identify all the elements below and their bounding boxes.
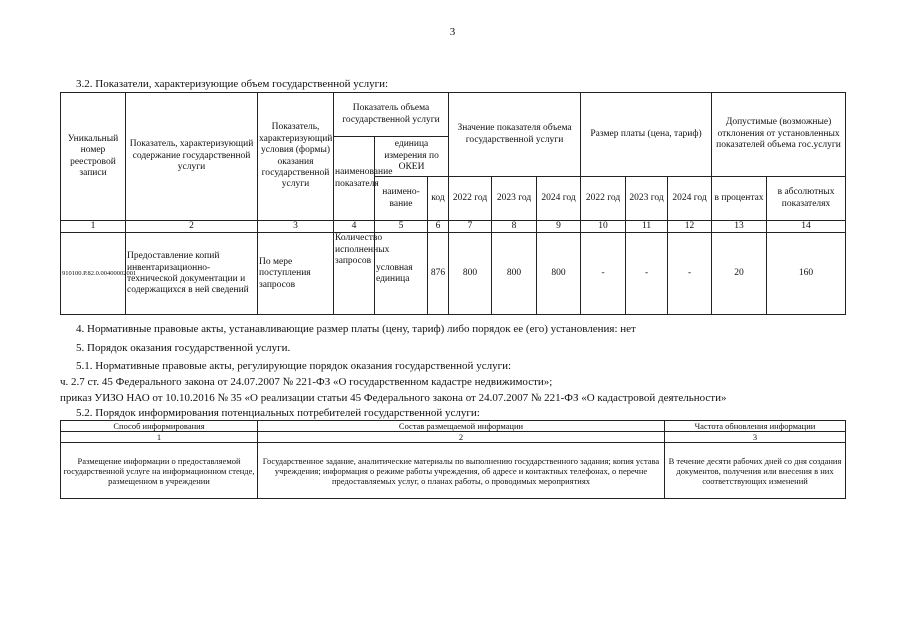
indicator-name: Количество исполненных запросов: [334, 233, 375, 315]
info-content: Государственное задание, аналитические материалы по выполнению государственного задания; копия устава учреждения; информация о режиме работы учреждения, об адресе и контактных телефонах, о перечне предоставляемых услуг, о планах работы, о проводимых мероприятиях: [258, 443, 665, 499]
column-number: 2: [126, 221, 258, 233]
header-conditions-indicator: Показатель, характеризующий условия (формы) оказания государственной услуги: [258, 93, 334, 221]
paragraph-5-2: 5.2. Порядок информирования потенциальных потребителей государственной услуги:: [76, 407, 480, 419]
volume-indicators-table: [60, 92, 846, 315]
header-indicator-name: наименование показателя: [334, 137, 375, 221]
deviation-absolute: 160: [767, 233, 846, 315]
header-unit-name: наимено-вание: [375, 177, 428, 221]
value-2023: 800: [492, 233, 537, 315]
column-numbers-row: [61, 221, 846, 233]
column-number: 1: [61, 221, 126, 233]
deviation-percent: 20: [712, 233, 767, 315]
header-deviation-absolute: в абсолютных показателях: [767, 177, 846, 221]
header-deviations: Допустимые (возможные) отклонения от установленных показателей объема гос.услуги: [712, 93, 846, 177]
fee-2023: -: [626, 233, 668, 315]
header-unique-number: Уникальный номер реестровой записи: [61, 93, 126, 221]
header-update-frequency: Частота обновления информации: [665, 421, 846, 432]
header-year: 2024 год: [537, 177, 581, 221]
service-content: Предоставление копий инвентаризационно-технической документации и содержащихся в ней сведений: [126, 233, 258, 315]
header-year: 2023 год: [626, 177, 668, 221]
header-unit-code: код: [428, 177, 449, 221]
column-number: 9: [537, 221, 581, 233]
paragraph-4: 4. Нормативные правовые акты, устанавливающие размер платы (цену, тариф) либо порядок ее (его) установления: нет: [76, 323, 636, 335]
header-volume-indicator: Показатель объема государственной услуги: [334, 93, 449, 137]
header-year: 2022 год: [581, 177, 626, 221]
column-number: 10: [581, 221, 626, 233]
column-number: 12: [668, 221, 712, 233]
paragraph-5: 5. Порядок оказания государственной услуги.: [76, 342, 291, 354]
header-content-indicator: Показатель, характеризующий содержание государственной услуги: [126, 93, 258, 221]
legal-act-2: приказ УИЗО НАО от 10.10.2016 № 35 «О реализации статьи 45 Федерального закона от 24.07.2007 № 221-ФЗ «О кадастровой деятельности»: [60, 392, 727, 404]
column-number: 3: [665, 432, 846, 443]
column-number: 14: [767, 221, 846, 233]
column-number: 5: [375, 221, 428, 233]
legal-act-1: ч. 2.7 ст. 45 Федерального закона от 24.07.2007 № 221-ФЗ «О государственном кадастре недвижимости»;: [60, 376, 553, 388]
fee-2022: -: [581, 233, 626, 315]
column-number: 1: [61, 432, 258, 443]
informing-method: Размещение информации о предоставляемой государственной услуге на информационном стенде, размещенном в учреждении: [61, 443, 258, 499]
value-2024: 800: [537, 233, 581, 315]
service-condition: По мере поступления запросов: [258, 233, 334, 315]
informing-procedure-table: [60, 420, 846, 499]
table-row: [61, 233, 846, 315]
header-year: 2024 год: [668, 177, 712, 221]
header-fee: Размер платы (цена, тариф): [581, 93, 712, 177]
unit-code: 876: [428, 233, 449, 315]
header-info-content: Состав размещаемой информации: [258, 421, 665, 432]
header-year: 2022 год: [449, 177, 492, 221]
header-volume-value: Значение показателя объема государственной услуги: [449, 93, 581, 177]
column-number: 4: [334, 221, 375, 233]
fee-2024: -: [668, 233, 712, 315]
column-number: 7: [449, 221, 492, 233]
header-method: Способ информирования: [61, 421, 258, 432]
section-3-2-heading: 3.2. Показатели, характеризующие объем государственной услуги:: [76, 78, 389, 90]
column-number: 6: [428, 221, 449, 233]
page-number: 3: [449, 26, 456, 38]
column-number: 13: [712, 221, 767, 233]
column-number: 8: [492, 221, 537, 233]
unit-name: условная единица: [375, 233, 428, 315]
table-row: [61, 443, 846, 499]
column-number: 3: [258, 221, 334, 233]
header-okei-unit: единица измерения по ОКЕИ: [375, 137, 449, 177]
update-frequency: В течение десяти рабочих дней со дня создания документов, получения или внесения в них соответствующих изменений: [665, 443, 846, 499]
registry-code: 910100.Р.82.0.00400002001: [61, 233, 126, 315]
column-number: 11: [626, 221, 668, 233]
value-2022: 800: [449, 233, 492, 315]
paragraph-5-1: 5.1. Нормативные правовые акты, регулирующие порядок оказания государственной услуги:: [76, 360, 512, 372]
header-deviation-percent: в процентах: [712, 177, 767, 221]
column-number: 2: [258, 432, 665, 443]
header-year: 2023 год: [492, 177, 537, 221]
